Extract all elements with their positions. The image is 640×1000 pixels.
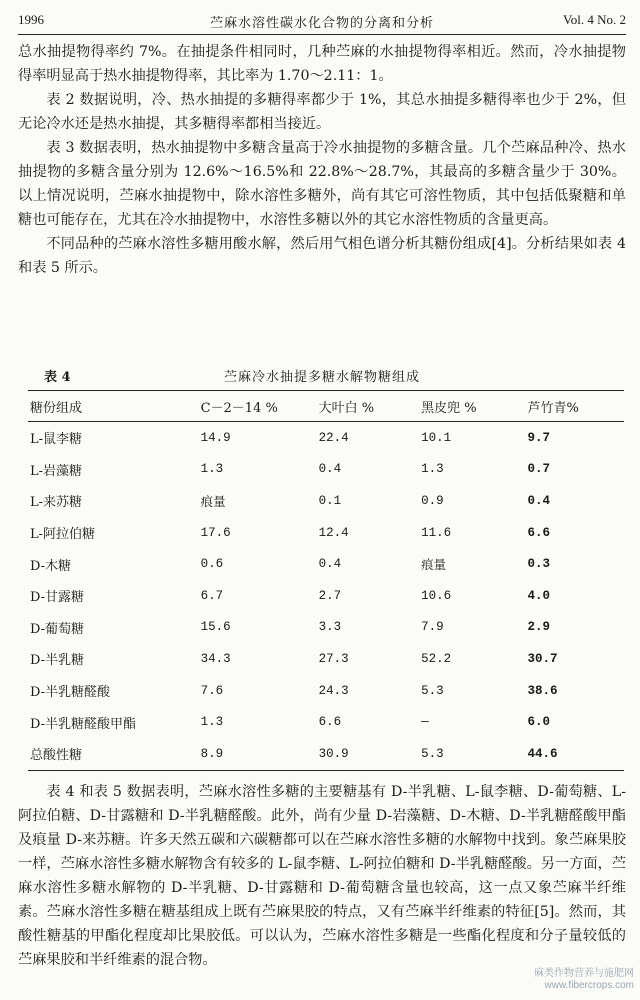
value-cell: 10.6 — [421, 588, 452, 603]
column-header: 黑皮兜 % — [421, 400, 477, 416]
sugar-name-cell: D-木糖 — [30, 558, 72, 574]
sugar-name-cell: D-葡萄糖 — [30, 621, 85, 637]
value-cell: 0.1 — [318, 493, 342, 508]
value-cell: 15.6 — [200, 620, 231, 635]
value-cell: 10.1 — [421, 430, 452, 445]
value-cell: 5.3 — [421, 683, 444, 698]
value-cell: 11.6 — [421, 525, 452, 540]
discussion-text — [18, 780, 626, 972]
column-header: 大叶白 % — [318, 400, 375, 416]
value-cell: 5.3 — [421, 746, 444, 761]
value-cell: 6.7 — [200, 588, 224, 603]
value-cell: 2.7 — [318, 588, 342, 603]
column-header: 糖份组成 — [30, 400, 83, 416]
table-row — [28, 706, 624, 738]
value-cell: 0.4 — [318, 557, 342, 572]
value-cell: 34.3 — [200, 651, 231, 666]
value-cell: 1.3 — [200, 462, 224, 477]
watermark-line: www.fibercrops.com — [544, 980, 634, 991]
sugar-name-cell: L-鼠李糖 — [30, 432, 83, 448]
value-cell: 6.6 — [527, 525, 550, 540]
paragraph: 总水抽提物得率约 7%。在抽提条件相同时，几种苎麻的水抽提物得率相近。然而，冷水抽提物得率明显高于热水抽提物得率，其比率为 1.70～2.11：1。 — [18, 44, 626, 84]
value-cell: 24.3 — [318, 683, 349, 698]
table-caption — [18, 364, 626, 384]
table-row — [28, 675, 624, 707]
value-cell: 痕量 — [421, 559, 447, 574]
table-header-row — [28, 391, 624, 422]
value-cell: 38.6 — [527, 683, 558, 698]
value-cell: 1.3 — [200, 715, 224, 730]
sugar-name-cell: D-半乳糖 — [30, 653, 85, 669]
value-cell: 17.6 — [200, 525, 231, 540]
table-row — [28, 548, 624, 580]
table-row — [28, 580, 624, 612]
value-cell: 30.9 — [318, 746, 349, 761]
value-cell: 0.7 — [527, 462, 550, 477]
value-cell: 4.0 — [527, 588, 550, 603]
value-cell: 12.4 — [318, 525, 349, 540]
volume-issue: Vol. 4 No. 2 — [563, 12, 626, 27]
value-cell: 44.6 — [527, 746, 558, 761]
sugar-name-cell: D-半乳糖醛酸 — [30, 685, 111, 701]
value-cell: 0.6 — [200, 557, 224, 572]
value-cell: 22.4 — [318, 430, 349, 445]
sugar-name-cell: D-甘露糖 — [30, 590, 85, 606]
table-row — [28, 454, 624, 486]
column-header: C－2－14 % — [200, 400, 278, 416]
value-cell: 7.9 — [421, 620, 444, 635]
value-cell: 27.3 — [318, 651, 349, 666]
watermark-line: 麻类作物营养与施肥网 — [534, 968, 634, 979]
table-row — [28, 485, 624, 517]
sugar-name-cell: L-岩藻糖 — [30, 463, 83, 479]
running-title: 苎麻水溶性碳水化合物的分离和分析 — [209, 16, 434, 31]
value-cell: 6.6 — [318, 715, 342, 730]
value-cell: 2.9 — [527, 620, 550, 635]
paragraph: 表 3 数据表明，热水抽提物中多糖含量高于冷水抽提物的多糖含量。几个苎麻品种冷、热水抽提物的多糖含量分别为 12.6%～16.5%和 22.8%～28.7%，其最高的多糖含量少于 30%。以上情况说明，苎麻水抽提物中，除水溶性多糖外，尚有其它可溶性物质，其中包括低聚糖和单糖也可能存在，尤其在冷水抽提物中，水溶性多糖以外的其它水溶性物质的含量更高。 — [18, 140, 626, 228]
value-cell: 痕量 — [200, 495, 226, 510]
value-cell: 0.4 — [527, 493, 550, 508]
table-row — [28, 422, 624, 454]
intro-text — [18, 40, 626, 280]
value-cell: 1.3 — [421, 462, 444, 477]
table-row — [28, 517, 624, 549]
value-cell: 0.4 — [318, 462, 342, 477]
value-cell: 0.3 — [527, 557, 550, 572]
table-row — [28, 612, 624, 644]
paragraph: 表 4 和表 5 数据表明，苎麻水溶性多糖的主要糖基有 D-半乳糖、L-鼠李糖、D-葡萄糖、L-阿拉伯糖、D-甘露糖和 D-半乳糖醛酸。此外，尚有少量 D-岩藻糖、D-木糖、D-半乳糖醛酸甲酯及痕量 D-来苏糖。许多天然五碳和六碳糖都可以在苎麻水溶性多糖的水解物中找到。象苎麻果胶一样，苎麻水溶性多糖水解物含有较多的 L-鼠李糖、L-阿拉伯糖和 D-半乳糖醛酸。另一方面，苎麻水溶性多糖水解物的 D-半乳糖、D-甘露糖和 D-葡萄糖含量也较高，这一点又象苎麻半纤维素。苎麻水溶性多糖在糖基组成上既有苎麻果胶的特点，又有苎麻半纤维素的特征[5]。然而，其酸性糖基的甲酯化程度却比果胶低。可以认为，苎麻水溶性多糖是一些酯化程度和分子量较低的苎麻果胶和半纤维素的混合物。 — [18, 784, 626, 968]
table-title: 苎麻冷水抽提多糖水解物糖组成 — [223, 370, 420, 385]
page-header — [18, 8, 626, 35]
sugar-name-cell: 总酸性糖 — [30, 748, 83, 764]
column-header: 芦竹青% — [527, 400, 579, 416]
table-row — [28, 738, 624, 770]
paragraph: 表 2 数据说明，冷、热水抽提的多糖得率都少于 1%，其总水抽提多糖得率也少于 2%，但无论冷水还是热水抽提，其多糖得率都相当接近。 — [18, 92, 626, 132]
paragraph: 不同品种的苎麻水溶性多糖用酸水解，然后用气相色谱分析其糖份组成[4]。分析结果如表 4 和表 5 所示。 — [18, 236, 626, 276]
table-row — [28, 643, 624, 675]
value-cell: 6.0 — [527, 715, 550, 730]
value-cell: 14.9 — [200, 430, 231, 445]
sugar-name-cell: L-来苏糖 — [30, 495, 83, 511]
sugar-name-cell: L-阿拉伯糖 — [30, 527, 96, 543]
value-cell: 0.9 — [421, 493, 444, 508]
sugar-composition-table — [28, 390, 624, 771]
value-cell: 9.7 — [527, 430, 550, 445]
value-cell: 52.2 — [421, 651, 452, 666]
value-cell: 30.7 — [527, 651, 558, 666]
value-cell: — — [421, 715, 429, 730]
sugar-name-cell: D-半乳糖醛酸甲酯 — [30, 716, 137, 732]
table-number: 表 4 — [44, 370, 71, 385]
value-cell: 7.6 — [200, 683, 224, 698]
value-cell: 3.3 — [318, 620, 342, 635]
site-watermark — [534, 968, 634, 992]
page-number: 1996 — [18, 12, 44, 27]
value-cell: 8.9 — [200, 746, 224, 761]
